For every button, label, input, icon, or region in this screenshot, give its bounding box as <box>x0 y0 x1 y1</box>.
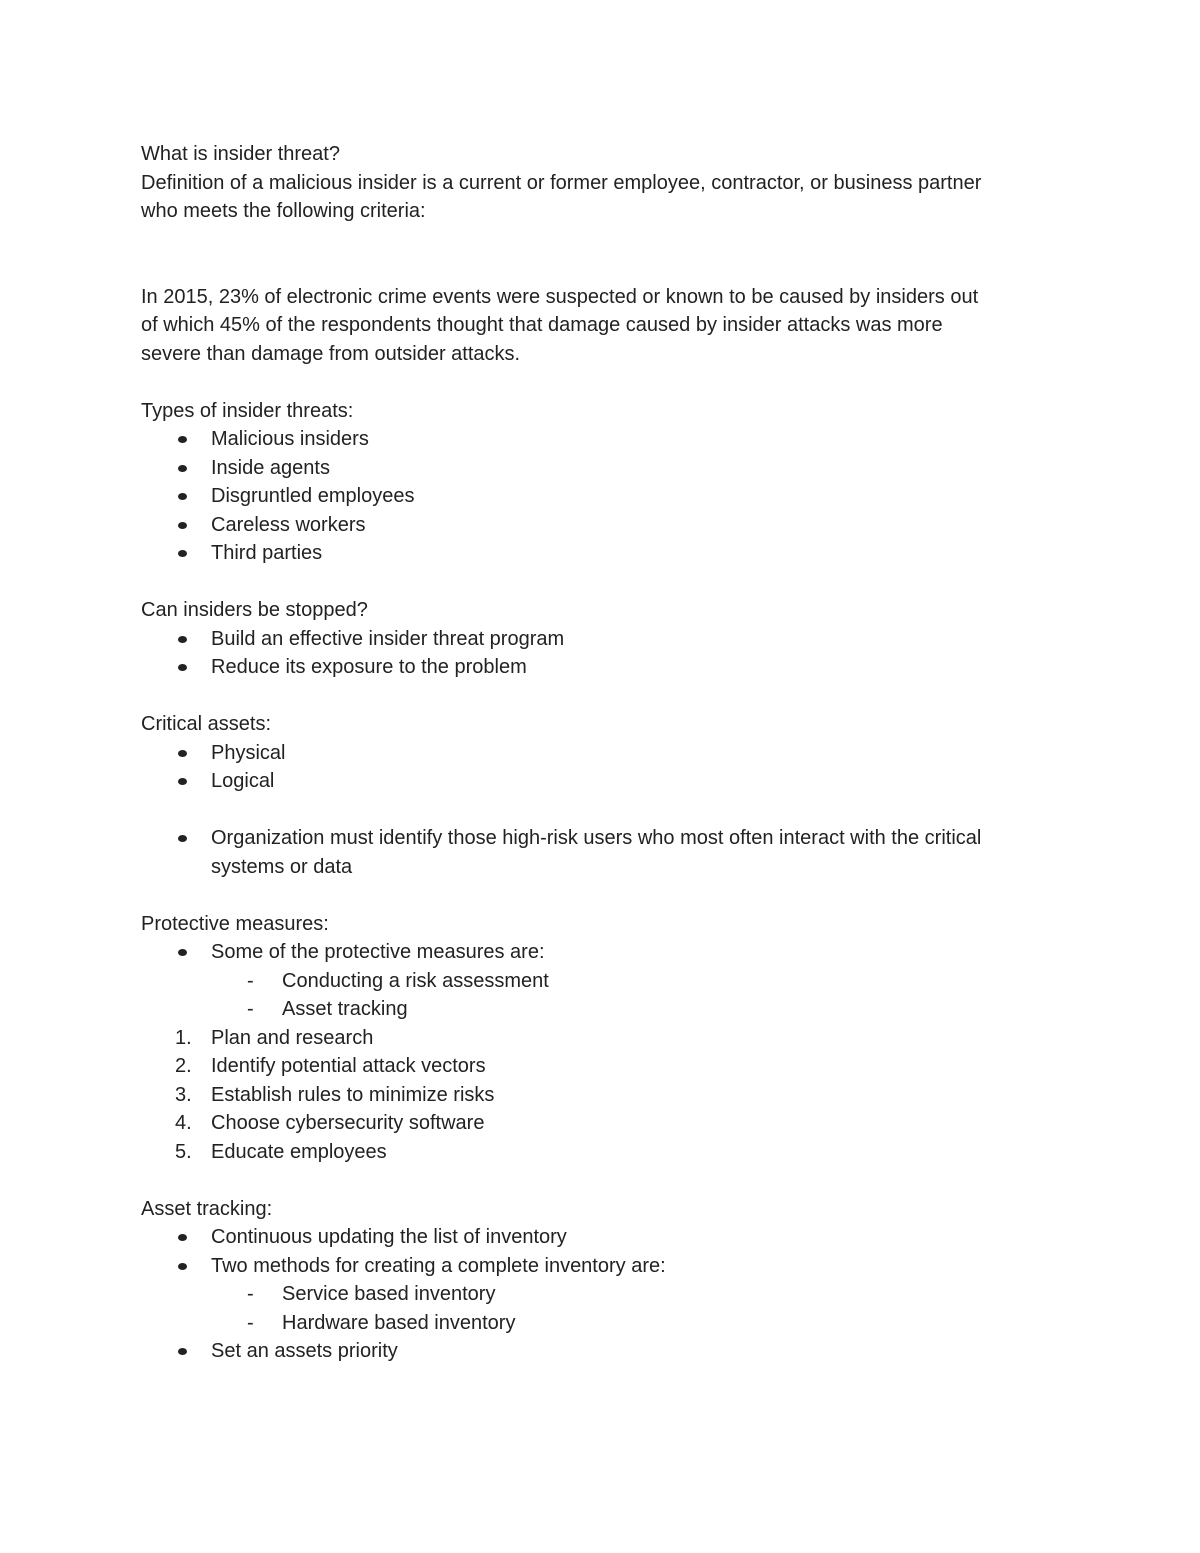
list-item: Some of the protective measures are: <box>141 938 1061 967</box>
list-item: Organization must identify those high-risk users who most often interact with the critical systems or data <box>141 824 1061 881</box>
stopped-list <box>141 625 1061 682</box>
definition-line-2: who meets the following criteria: <box>141 200 426 222</box>
bullet-icon <box>178 493 187 500</box>
sub-list-item: - Hardware based inventory <box>141 1309 1061 1338</box>
bullet-icon <box>178 778 187 785</box>
numbered-item: 2. Identify potential attack vectors <box>175 1055 486 1077</box>
bullet-icon <box>178 465 187 472</box>
numbered-item: 3. Establish rules to minimize risks <box>175 1083 495 1106</box>
list-item: Continuous updating the list of inventory <box>141 1223 1061 1252</box>
assets-list <box>141 739 1061 796</box>
bullet-icon <box>178 436 187 443</box>
stats-line-3: severe than damage from outsider attacks. <box>141 342 521 365</box>
tracking-list <box>141 1223 1061 1366</box>
list-item: Two methods for creating a complete inventory are: <box>141 1252 1061 1281</box>
dash-marker: - <box>247 1311 254 1334</box>
list-item: Logical <box>141 767 1061 796</box>
numbered-item: 5. Educate employees <box>175 1140 387 1163</box>
document-page <box>141 140 1061 1366</box>
numbered-item: 4. Choose cybersecurity software <box>175 1112 485 1134</box>
bullet-icon <box>178 664 187 671</box>
list-item: Set an assets priority <box>141 1337 1061 1366</box>
stopped-heading: Can insiders be stopped? <box>141 599 368 621</box>
list-item: Third parties <box>141 539 1061 568</box>
bullet-icon <box>178 522 187 529</box>
bullet-icon <box>178 1348 187 1355</box>
assets-heading: Critical assets: <box>141 713 272 735</box>
sub-list-item: - Conducting a risk assessment <box>141 967 1061 996</box>
numbered-item: 1. Plan and research <box>175 1026 374 1049</box>
list-item: Malicious insiders <box>141 425 1061 454</box>
list-item: Disgruntled employees <box>141 482 1061 511</box>
doc-title: What is insider threat? <box>141 143 340 165</box>
definition-line-1: Definition of a malicious insider is a current or former employee, contractor, or business partner <box>141 171 982 194</box>
tracking-heading: Asset tracking: <box>141 1197 273 1220</box>
bullet-icon <box>178 835 187 842</box>
protective-numbered-list <box>141 1024 1061 1167</box>
dash-marker: - <box>247 998 254 1020</box>
bullet-icon <box>178 1234 187 1241</box>
protective-list <box>141 938 1061 1024</box>
bullet-icon <box>178 750 187 757</box>
bullet-icon <box>178 550 187 557</box>
protective-heading: Protective measures: <box>141 912 329 935</box>
stats-line-2: of which 45% of the respondents thought that damage caused by insider attacks was more <box>141 314 943 336</box>
bullet-icon <box>178 1263 187 1270</box>
list-item: Physical <box>141 739 1061 768</box>
sub-list-item: - Asset tracking <box>141 995 1061 1024</box>
list-item: Inside agents <box>141 454 1061 483</box>
stats-line-1: In 2015, 23% of electronic crime events were suspected or known to be caused by insiders out <box>141 285 979 308</box>
assets-note-list <box>141 824 1061 881</box>
list-item: Careless workers <box>141 511 1061 540</box>
dash-marker: - <box>247 969 254 992</box>
bullet-icon <box>178 949 187 956</box>
sub-list-item: - Service based inventory <box>141 1280 1061 1309</box>
dash-marker: - <box>247 1283 254 1305</box>
types-list <box>141 425 1061 568</box>
list-item: Build an effective insider threat program <box>141 625 1061 654</box>
bullet-icon <box>178 636 187 643</box>
types-heading: Types of insider threats: <box>141 399 354 422</box>
list-item: Reduce its exposure to the problem <box>141 653 1061 682</box>
